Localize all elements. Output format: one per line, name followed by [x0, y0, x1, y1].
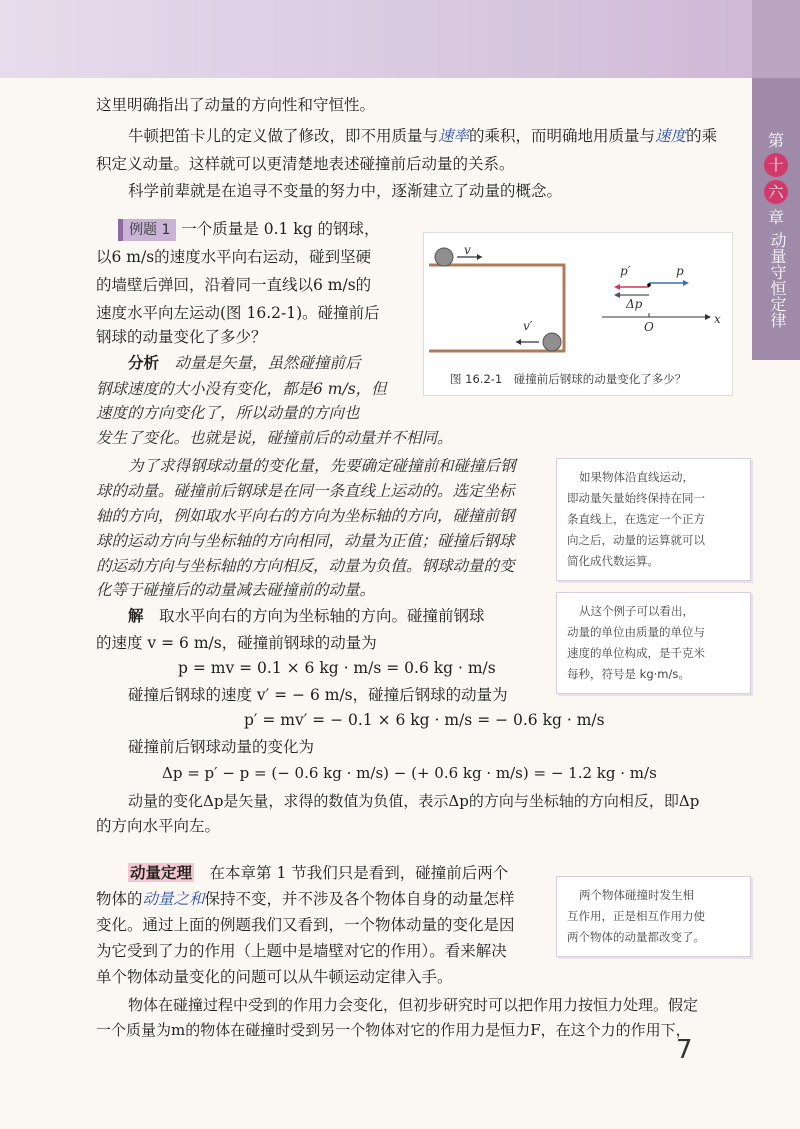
solution-line-1 — [128, 605, 485, 627]
label-pprime: p′ — [620, 264, 631, 278]
note1-line: 向之后，动量的运算就可以 — [567, 533, 705, 547]
theorem-line-1 — [128, 862, 508, 884]
ball-before — [435, 248, 453, 266]
theorem-line-6: 物体在碰撞过程中受到的作用力会变化，但初步研究时可以把作用力按恒力处理。假定 — [128, 996, 699, 1014]
analysis-l1: 动量是矢量，虽然碰撞前后 — [174, 354, 361, 372]
theorem-line-2 — [96, 888, 515, 910]
wall-upper — [429, 265, 564, 328]
vector-origin — [647, 283, 651, 287]
analysis-line-7: 轴的方向，例如取水平向右的方向为坐标轴的方向，碰撞前钢 — [96, 507, 515, 525]
chapter-zhang: 章 — [767, 208, 784, 227]
x-axis-head — [705, 314, 711, 320]
label-o: O — [644, 320, 654, 334]
note-unit — [556, 592, 751, 694]
analysis-line-10: 化等于碰撞后的动量减去碰撞前的动量。 — [96, 581, 376, 599]
theorem-line-3: 变化。通过上面的例题我们又看到，一个物体动量的变化是因 — [96, 916, 515, 934]
analysis-line-3: 速度的方向变化了，所以动量的方向也 — [96, 404, 360, 422]
chapter-di: 第 — [767, 131, 784, 150]
vector-pprime-head — [614, 284, 620, 290]
intro-velocity: 速度 — [655, 127, 687, 145]
theorem-label: 动量定理 — [130, 863, 193, 882]
example-line-5: 钢球的动量变化了多少？ — [96, 328, 267, 346]
intro-l2c: 的乘积，而明确地用质量与 — [469, 127, 656, 145]
equation-2: p′ = mv′ = − 0.1 × 6 kg · m/s = − 0.6 kg · m/s — [244, 711, 605, 729]
figure-caption: 图 16.2-1 碰撞前后钢球的动量变化了多少？ — [450, 372, 687, 386]
analysis-line-8: 球的运动方向与坐标轴的方向相同，动量为正值；碰撞后钢球 — [96, 532, 515, 550]
intro-l2a: 牛顿把笛卡儿的定义做了修改，即不用质量与 — [128, 127, 439, 145]
note2-line: 每秒，符号是 kg·m/s。 — [567, 667, 690, 681]
ball-after — [543, 333, 561, 351]
label-vprime: v′ — [523, 319, 533, 333]
analysis-line-2: 钢球速度的大小没有变化，都是6 m/s，但 — [96, 380, 387, 398]
note2-line: 动量的单位由质量的单位与 — [567, 625, 705, 639]
note2-line: 速度的单位构成，是千克米 — [567, 646, 705, 660]
solution-label: 解 — [128, 606, 144, 625]
note-interaction — [556, 876, 751, 957]
vector-dp-head — [614, 292, 620, 298]
analysis-line-9: 的运动方向与坐标轴的方向相反，动量为负值。钢球动量的变 — [96, 557, 515, 575]
analysis-line-1 — [128, 352, 361, 374]
solution-line-2: 的速度 v = 6 m/s，碰撞前钢球的动量为 — [96, 634, 377, 652]
note3-line: 两个物体的动量都改变了。 — [567, 930, 705, 944]
chapter-num-2: 六 — [764, 180, 788, 204]
page-number: 7 — [676, 1035, 693, 1065]
example-l1: 一个质量是 0.1 kg 的钢球， — [181, 220, 380, 238]
note1-line: 简化成代数运算。 — [567, 554, 659, 568]
example-line-4: 速度水平向左运动(图 16.2-1)。碰撞前后 — [96, 304, 380, 322]
note1-line: 即动量矢量始终保持在同一 — [567, 491, 705, 505]
theorem-l2a: 物体的 — [96, 890, 143, 908]
label-x: x — [714, 312, 721, 326]
side-tab-top — [752, 0, 800, 78]
theorem-momentum-sum: 动量之和 — [142, 890, 205, 908]
intro-speed: 速率 — [438, 127, 470, 145]
label-dp: Δp — [626, 297, 643, 311]
intro-l2e: 的乘 — [686, 127, 718, 145]
note3-line: 两个物体碰撞时发生相 — [579, 888, 694, 902]
solution-line-3: 碰撞后钢球的速度 v′ = − 6 m/s，碰撞后钢球的动量为 — [128, 686, 508, 704]
solution-line-4: 碰撞前后钢球动量的变化为 — [128, 738, 315, 756]
solution-l1: 取水平向右的方向为坐标轴的方向。碰撞前钢球 — [159, 607, 485, 625]
theorem-l1: 在本章第 1 节我们只是看到，碰撞前后两个 — [209, 864, 509, 882]
chapter-title: 动量守恒定律 — [768, 232, 787, 328]
note2-line: 从这个例子可以看出， — [579, 604, 694, 618]
equation-3: Δp = p′ − p = (− 0.6 kg · m/s) − (+ 0.6 kg · m/s) = − 1.2 kg · m/s — [162, 764, 657, 782]
solution-line-5: 动量的变化Δp是矢量，求得的数值为负值，表示Δp的方向与坐标轴的方向相反，即Δp — [128, 792, 700, 810]
intro-line-4: 科学前辈就是在追寻不变量的努力中，逐渐建立了动量的概念。 — [128, 182, 563, 200]
chapter-num-1: 十 — [764, 153, 788, 177]
analysis-line-4: 发生了变化。也就是说，碰撞前后的动量并不相同。 — [96, 429, 453, 447]
analysis-line-5: 为了求得钢球动量的变化量，先要确定碰撞前和碰撞后钢 — [128, 457, 516, 475]
note1-line: 条直线上，在选定一个正方 — [567, 512, 705, 526]
equation-1: p = mv = 0.1 × 6 kg · m/s = 0.6 kg · m/s — [178, 659, 496, 677]
arrow-v-head — [477, 254, 482, 260]
label-v: v — [464, 243, 471, 257]
note-linear-motion — [556, 458, 751, 581]
chapter-number — [752, 150, 800, 207]
intro-line-1: 这里明确指出了动量的方向性和守恒性。 — [96, 96, 376, 114]
analysis-line-6: 球的动量。碰撞前后钢球是在同一条直线上运动的。选定坐标 — [96, 482, 515, 500]
vector-p-head — [683, 280, 689, 286]
header-band — [0, 0, 800, 78]
note3-line: 互作用，正是相互作用力使 — [567, 909, 705, 923]
example-line-1 — [118, 218, 380, 241]
theorem-line-7: 一个质量为m的物体在碰撞时受到另一个物体对它的作用力是恒力F，在这个力的作用下， — [96, 1021, 691, 1039]
label-p: p — [676, 264, 684, 278]
example-label: 例题 1 — [118, 219, 176, 241]
theorem-line-5: 单个物体动量变化的问题可以从牛顿运动定律入手。 — [96, 968, 453, 986]
example-line-2: 以6 m/s的速度水平向右运动，碰到坚硬 — [96, 248, 372, 266]
solution-line-6: 的方向水平向左。 — [96, 817, 221, 835]
arrow-vprime-head — [516, 339, 521, 345]
analysis-label: 分析 — [128, 353, 160, 372]
intro-line-2 — [128, 125, 717, 147]
intro-line-3: 积定义动量。这样就可以更清楚地表述碰撞前后动量的关系。 — [96, 155, 515, 173]
theorem-l2c: 保持不变，并不涉及各个物体自身的动量怎样 — [204, 890, 515, 908]
note1-line: 如果物体沿直线运动， — [579, 470, 694, 484]
example-line-3: 的墙壁后弹回，沿着同一直线以6 m/s的 — [96, 276, 372, 294]
theorem-line-4: 为它受到了力的作用（上题中是墙壁对它的作用）。看来解决 — [96, 942, 507, 960]
